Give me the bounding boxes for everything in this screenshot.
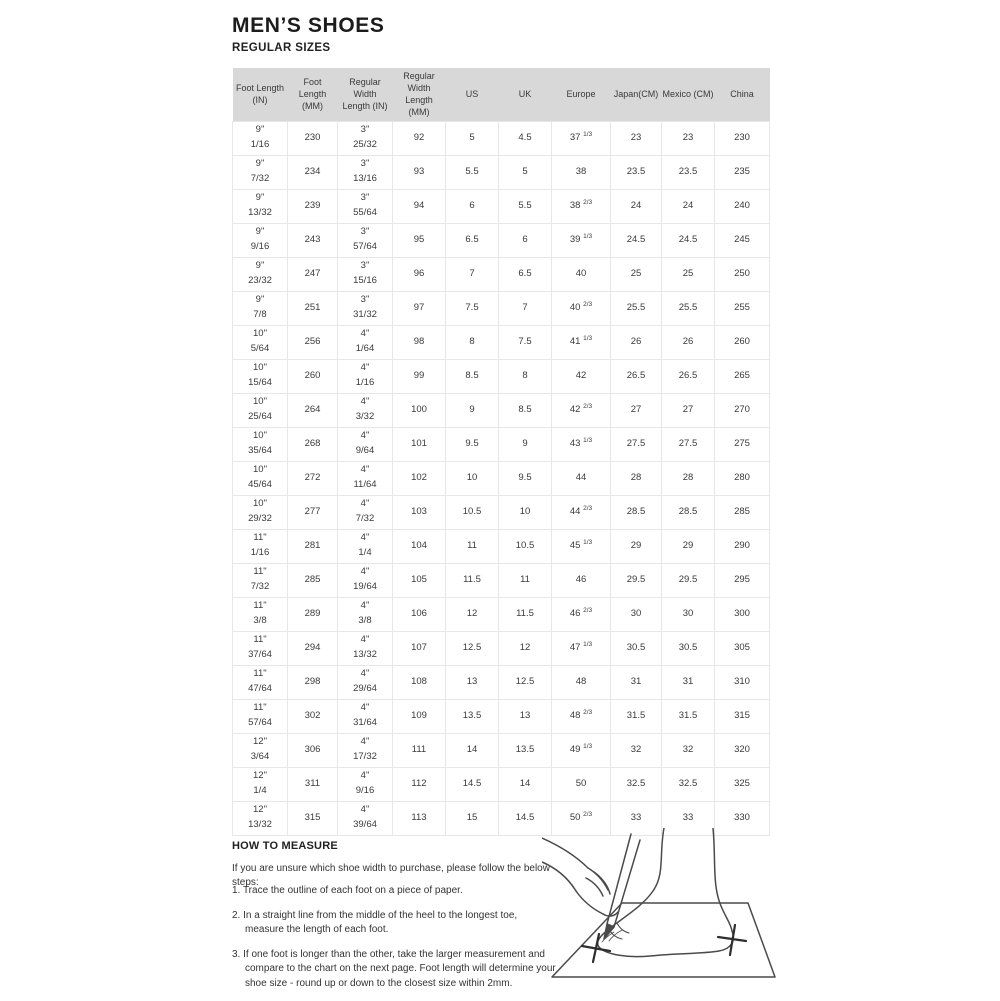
table-cell: 14: [446, 733, 499, 767]
table-cell: 264: [288, 393, 338, 427]
size-table: [232, 68, 770, 836]
table-row: [233, 359, 770, 393]
table-cell: 23.5: [611, 155, 662, 189]
table-cell: 10" 35/64: [233, 427, 288, 461]
table-cell: 243: [288, 223, 338, 257]
table-cell: 25.5: [611, 291, 662, 325]
foot-tracing-drawing: [542, 828, 790, 998]
header-row: [233, 68, 770, 121]
table-cell: 251: [288, 291, 338, 325]
table-cell: 43 $^{1/3}$: [552, 427, 611, 461]
table-cell: 11.5: [499, 597, 552, 631]
table-cell: 10" 15/64: [233, 359, 288, 393]
table-cell: 92: [393, 121, 446, 155]
table-cell: 11" 3/8: [233, 597, 288, 631]
table-cell: 8.5: [446, 359, 499, 393]
table-cell: 265: [715, 359, 770, 393]
table-cell: 108: [393, 665, 446, 699]
table-cell: 9" 13/32: [233, 189, 288, 223]
foot-tracing-illustration: [542, 828, 790, 998]
table-cell: 25: [662, 257, 715, 291]
column-header: Foot Length (MM): [288, 68, 338, 121]
table-cell: 93: [393, 155, 446, 189]
table-cell: 7.5: [446, 291, 499, 325]
table-cell: 300: [715, 597, 770, 631]
table-cell: 285: [288, 563, 338, 597]
table-cell: 24.5: [662, 223, 715, 257]
table-cell: 10" 45/64: [233, 461, 288, 495]
table-cell: 112: [393, 767, 446, 801]
table-cell: 26: [611, 325, 662, 359]
table-cell: 235: [715, 155, 770, 189]
table-cell: 305: [715, 631, 770, 665]
table-cell: 11" 1/16: [233, 529, 288, 563]
table-cell: 12.5: [446, 631, 499, 665]
table-cell: 10" 5/64: [233, 325, 288, 359]
table-cell: 315: [715, 699, 770, 733]
table-cell: 103: [393, 495, 446, 529]
table-cell: 7.5: [499, 325, 552, 359]
table-cell: 29.5: [662, 563, 715, 597]
table-cell: 234: [288, 155, 338, 189]
table-cell: 31.5: [611, 699, 662, 733]
table-cell: 320: [715, 733, 770, 767]
table-cell: 26: [662, 325, 715, 359]
measure-step: 2. In a straight line from the middle of the heel to the longest toe, measure the length of each foot.: [232, 909, 518, 935]
table-cell: 9" 7/32: [233, 155, 288, 189]
table-cell: 10.5: [499, 529, 552, 563]
table-row: [233, 495, 770, 529]
table-cell: 10: [499, 495, 552, 529]
table-cell: 95: [393, 223, 446, 257]
table-cell: 10" 29/32: [233, 495, 288, 529]
table-cell: 3" 31/32: [338, 291, 393, 325]
table-cell: 310: [715, 665, 770, 699]
table-cell: 31: [611, 665, 662, 699]
table-cell: 12: [499, 631, 552, 665]
table-cell: 32.5: [662, 767, 715, 801]
table-cell: 239: [288, 189, 338, 223]
column-header: Foot Length (IN): [233, 68, 288, 121]
table-cell: 272: [288, 461, 338, 495]
table-cell: 10" 25/64: [233, 393, 288, 427]
table-cell: 4" 3/8: [338, 597, 393, 631]
table-cell: 26.5: [662, 359, 715, 393]
table-row: [233, 733, 770, 767]
table-cell: 49 $^{1/3}$: [552, 733, 611, 767]
table-cell: 29.5: [611, 563, 662, 597]
column-header: Regular Width Length (IN): [338, 68, 393, 121]
table-cell: 11.5: [446, 563, 499, 597]
table-row: [233, 563, 770, 597]
table-cell: 31.5: [662, 699, 715, 733]
table-cell: 277: [288, 495, 338, 529]
table-cell: 280: [715, 461, 770, 495]
table-cell: 48: [552, 665, 611, 699]
table-cell: 11: [446, 529, 499, 563]
column-header: US: [446, 68, 499, 121]
column-header: UK: [499, 68, 552, 121]
column-header: Japan(CM): [611, 68, 662, 121]
table-cell: 6: [499, 223, 552, 257]
table-cell: 98: [393, 325, 446, 359]
table-cell: 4" 17/32: [338, 733, 393, 767]
table-cell: 8: [499, 359, 552, 393]
table-cell: 11" 7/32: [233, 563, 288, 597]
table-cell: 6.5: [446, 223, 499, 257]
table-cell: 306: [288, 733, 338, 767]
table-cell: 28.5: [611, 495, 662, 529]
table-cell: 29: [611, 529, 662, 563]
column-header: Mexico (CM): [662, 68, 715, 121]
table-row: [233, 665, 770, 699]
table-row: [233, 529, 770, 563]
table-cell: 13.5: [446, 699, 499, 733]
table-cell: 96: [393, 257, 446, 291]
table-cell: 23.5: [662, 155, 715, 189]
table-cell: 111: [393, 733, 446, 767]
column-header: Regular Width Length (MM): [393, 68, 446, 121]
table-cell: 4" 9/16: [338, 767, 393, 801]
table-header: [233, 68, 770, 121]
table-cell: 3" 15/16: [338, 257, 393, 291]
table-cell: 27.5: [662, 427, 715, 461]
table-cell: 4" 19/64: [338, 563, 393, 597]
table-cell: 5.5: [499, 189, 552, 223]
measure-step: 1. Trace the outline of each foot on a piece of paper.: [232, 885, 463, 896]
table-cell: 105: [393, 563, 446, 597]
table-cell: 38: [552, 155, 611, 189]
table-cell: 230: [288, 121, 338, 155]
table-cell: 8.5: [499, 393, 552, 427]
table-cell: 101: [393, 427, 446, 461]
table-cell: 8: [446, 325, 499, 359]
table-cell: 40: [552, 257, 611, 291]
table-cell: 44: [552, 461, 611, 495]
table-cell: 4" 9/64: [338, 427, 393, 461]
table-cell: 260: [715, 325, 770, 359]
table-cell: 302: [288, 699, 338, 733]
table-cell: 285: [715, 495, 770, 529]
table-cell: 14.5: [499, 801, 552, 835]
table-cell: 12" 1/4: [233, 767, 288, 801]
table-cell: 29: [662, 529, 715, 563]
table-cell: 48 $^{2/3}$: [552, 699, 611, 733]
table-cell: 10: [446, 461, 499, 495]
table-cell: 11" 37/64: [233, 631, 288, 665]
foot-outline: [713, 828, 732, 931]
table-cell: 281: [288, 529, 338, 563]
table-cell: 37 $^{1/3}$: [552, 121, 611, 155]
table-cell: 50: [552, 767, 611, 801]
table-cell: 23: [662, 121, 715, 155]
table-cell: 250: [715, 257, 770, 291]
table-cell: 9" 1/16: [233, 121, 288, 155]
table-cell: 9" 7/8: [233, 291, 288, 325]
table-cell: 4" 1/16: [338, 359, 393, 393]
table-row: [233, 291, 770, 325]
table-cell: 13: [499, 699, 552, 733]
table-body: [233, 121, 770, 835]
table-cell: 9.5: [499, 461, 552, 495]
table-cell: 4" 1/64: [338, 325, 393, 359]
table-cell: 3" 55/64: [338, 189, 393, 223]
table-cell: 23: [611, 121, 662, 155]
hand-outline: [542, 862, 576, 891]
table-cell: 38 $^{2/3}$: [552, 189, 611, 223]
table-cell: 247: [288, 257, 338, 291]
column-header: China: [715, 68, 770, 121]
table-cell: 99: [393, 359, 446, 393]
table-row: [233, 121, 770, 155]
table-cell: 12" 13/32: [233, 801, 288, 835]
table-cell: 100: [393, 393, 446, 427]
table-cell: 4" 31/64: [338, 699, 393, 733]
table-cell: 25: [611, 257, 662, 291]
table-cell: 275: [715, 427, 770, 461]
table-cell: 12" 3/64: [233, 733, 288, 767]
table-cell: 9" 9/16: [233, 223, 288, 257]
table-cell: 25.5: [662, 291, 715, 325]
how-to-measure-heading: HOW TO MEASURE: [232, 840, 338, 852]
table-cell: 11" 47/64: [233, 665, 288, 699]
table-cell: 6.5: [499, 257, 552, 291]
table-cell: 330: [715, 801, 770, 835]
table-cell: 107: [393, 631, 446, 665]
table-cell: 311: [288, 767, 338, 801]
table-row: [233, 699, 770, 733]
table-cell: 15: [446, 801, 499, 835]
table-cell: 298: [288, 665, 338, 699]
table-cell: 24: [611, 189, 662, 223]
table-row: [233, 427, 770, 461]
table-cell: 50 $^{2/3}$: [552, 801, 611, 835]
table-cell: 11: [499, 563, 552, 597]
page-title: MEN’S SHOES: [232, 14, 385, 37]
table-cell: 6: [446, 189, 499, 223]
table-cell: 27: [662, 393, 715, 427]
table-cell: 4" 7/32: [338, 495, 393, 529]
table-cell: 27: [611, 393, 662, 427]
table-cell: 41 $^{1/3}$: [552, 325, 611, 359]
table-cell: 13: [446, 665, 499, 699]
table-cell: 28: [662, 461, 715, 495]
measure-steps: [232, 884, 558, 1001]
table-cell: 3" 57/64: [338, 223, 393, 257]
table-cell: 9.5: [446, 427, 499, 461]
table-row: [233, 461, 770, 495]
table-cell: 42 $^{2/3}$: [552, 393, 611, 427]
table-cell: 42: [552, 359, 611, 393]
table-cell: 27.5: [611, 427, 662, 461]
table-cell: 9" 23/32: [233, 257, 288, 291]
table-cell: 102: [393, 461, 446, 495]
table-cell: 30.5: [662, 631, 715, 665]
table-cell: 39 $^{1/3}$: [552, 223, 611, 257]
table-cell: 28.5: [662, 495, 715, 529]
table-cell: 32.5: [611, 767, 662, 801]
table-cell: 5: [446, 121, 499, 155]
table-cell: 104: [393, 529, 446, 563]
table-cell: 256: [288, 325, 338, 359]
table-cell: 28: [611, 461, 662, 495]
measure-step: 3. If one foot is longer than the other, take the larger measurement and compare to the chart on the next page. Foot length will determine your shoe size - round up or down to the closest size within 2mm.: [232, 948, 556, 989]
table-cell: 12.5: [499, 665, 552, 699]
table-cell: 4.5: [499, 121, 552, 155]
table-cell: 44 $^{2/3}$: [552, 495, 611, 529]
table-cell: 4" 29/64: [338, 665, 393, 699]
table-row: [233, 767, 770, 801]
table-cell: 255: [715, 291, 770, 325]
table-cell: 46 $^{2/3}$: [552, 597, 611, 631]
table-cell: 270: [715, 393, 770, 427]
table-cell: 268: [288, 427, 338, 461]
table-cell: 3" 13/16: [338, 155, 393, 189]
table-cell: 260: [288, 359, 338, 393]
table-row: [233, 155, 770, 189]
table-cell: 30.5: [611, 631, 662, 665]
table-cell: 9: [446, 393, 499, 427]
table-cell: 4" 3/32: [338, 393, 393, 427]
table-cell: 106: [393, 597, 446, 631]
table-cell: 40 $^{2/3}$: [552, 291, 611, 325]
table-cell: 30: [611, 597, 662, 631]
table-cell: 5: [499, 155, 552, 189]
table-cell: 11" 57/64: [233, 699, 288, 733]
table-cell: 245: [715, 223, 770, 257]
table-cell: 33: [662, 801, 715, 835]
table-cell: 290: [715, 529, 770, 563]
table-cell: 109: [393, 699, 446, 733]
table-cell: 4" 39/64: [338, 801, 393, 835]
table-cell: 13.5: [499, 733, 552, 767]
table-cell: 45 $^{1/3}$: [552, 529, 611, 563]
table-cell: 30: [662, 597, 715, 631]
table-cell: 7: [446, 257, 499, 291]
how-to-measure-intro: If you are unsure which shoe width to purchase, please follow the below steps:: [232, 863, 550, 888]
table-row: [233, 393, 770, 427]
table-cell: 289: [288, 597, 338, 631]
table-cell: 9: [499, 427, 552, 461]
table-cell: 31: [662, 665, 715, 699]
table-cell: 32: [662, 733, 715, 767]
table-cell: 14: [499, 767, 552, 801]
table-cell: 7: [499, 291, 552, 325]
table-row: [233, 325, 770, 359]
page-subtitle: REGULAR SIZES: [232, 42, 331, 54]
table-row: [233, 189, 770, 223]
table-cell: 24.5: [611, 223, 662, 257]
table-cell: 26.5: [611, 359, 662, 393]
column-header: Europe: [552, 68, 611, 121]
table-cell: 4" 13/32: [338, 631, 393, 665]
table-cell: 10.5: [446, 495, 499, 529]
table-cell: 32: [611, 733, 662, 767]
table-cell: 47 $^{1/3}$: [552, 631, 611, 665]
table-cell: 4" 1/4: [338, 529, 393, 563]
table-row: [233, 223, 770, 257]
table-cell: 113: [393, 801, 446, 835]
table-row: [233, 631, 770, 665]
table-cell: 12: [446, 597, 499, 631]
table-cell: 14.5: [446, 767, 499, 801]
table-row: [233, 257, 770, 291]
table-cell: 33: [611, 801, 662, 835]
table-cell: 315: [288, 801, 338, 835]
table-cell: 46: [552, 563, 611, 597]
table-row: [233, 597, 770, 631]
table-cell: 4" 11/64: [338, 461, 393, 495]
table-cell: 230: [715, 121, 770, 155]
table-cell: 94: [393, 189, 446, 223]
table-cell: 295: [715, 563, 770, 597]
table-cell: 294: [288, 631, 338, 665]
table-cell: 240: [715, 189, 770, 223]
table-cell: 3" 25/32: [338, 121, 393, 155]
table-cell: 325: [715, 767, 770, 801]
table-cell: 97: [393, 291, 446, 325]
table-cell: 24: [662, 189, 715, 223]
table-cell: 5.5: [446, 155, 499, 189]
